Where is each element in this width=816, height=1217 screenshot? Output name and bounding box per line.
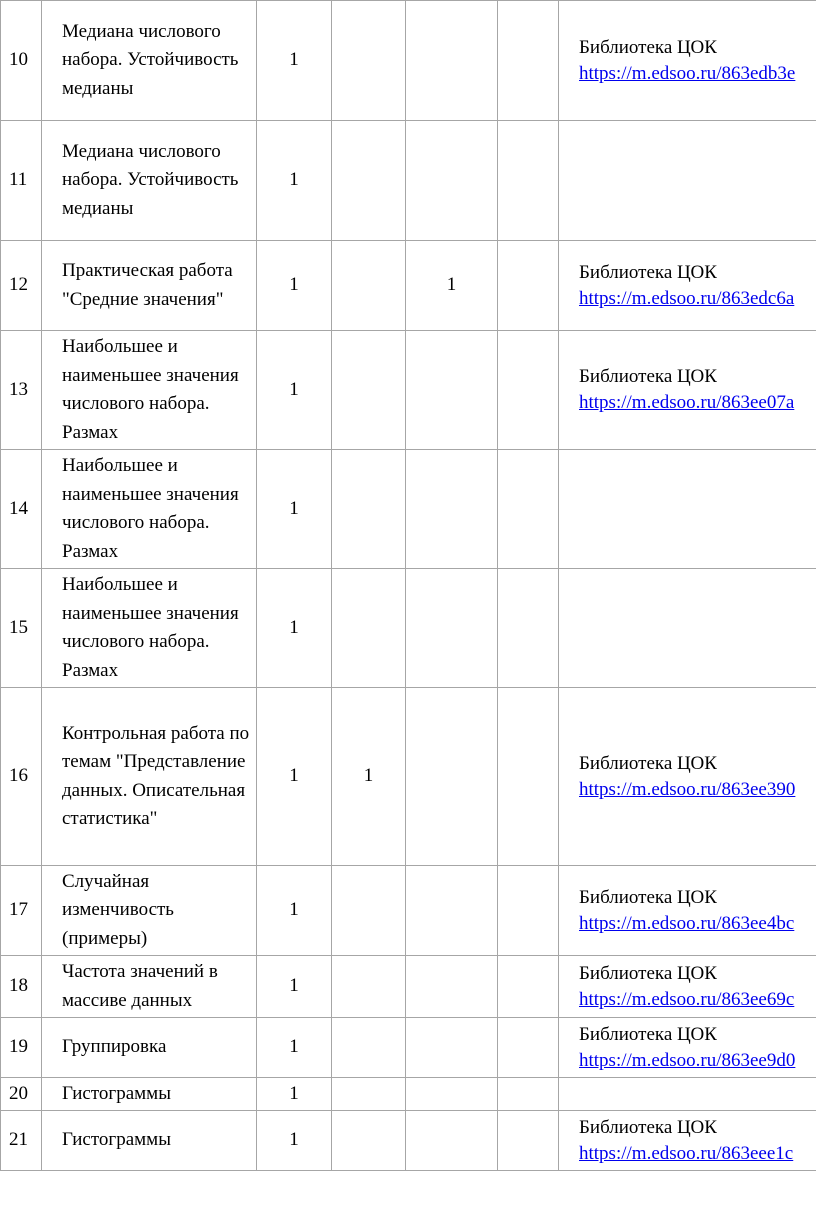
digital-resource: [559, 866, 816, 956]
total-hours: 1: [257, 331, 332, 450]
table-row: [1, 241, 816, 331]
control-works: [332, 1111, 406, 1171]
control-works: [332, 450, 406, 569]
resource-link[interactable]: https://m.edsoo.ru/863edc6a: [579, 287, 795, 309]
table-row: [1, 1078, 816, 1111]
lesson-topic: Наибольшее и наименьшее значения числового набора. Размах: [42, 450, 257, 569]
total-hours: 1: [257, 1, 332, 121]
practical-works: [406, 1, 498, 121]
study-date: [498, 1111, 559, 1171]
digital-resource: [559, 688, 816, 866]
practical-works: [406, 121, 498, 241]
table-row: [1, 569, 816, 688]
lesson-number: 21: [1, 1111, 42, 1171]
resource-title: Библиотека ЦОК: [579, 752, 717, 774]
total-hours: 1: [257, 450, 332, 569]
practical-works: 1: [406, 241, 498, 331]
total-hours: 1: [257, 121, 332, 241]
digital-resource: [559, 1018, 816, 1078]
study-date: [498, 569, 559, 688]
resource-title: Библиотека ЦОК: [579, 886, 717, 908]
lesson-topic: Контрольная работа по темам "Представление данных. Описательная статистика": [42, 688, 257, 866]
resource-title: Библиотека ЦОК: [579, 366, 717, 387]
study-date: [498, 1, 559, 121]
digital-resource: [559, 1, 816, 121]
practical-works: [406, 1078, 498, 1111]
study-date: [498, 450, 559, 569]
lesson-number: 15: [1, 569, 42, 688]
table-row: [1, 956, 816, 1018]
practical-works: [406, 1111, 498, 1171]
lesson-topic: Наибольшее и наименьшее значения числового набора. Размах: [42, 331, 257, 450]
lesson-number: 12: [1, 241, 42, 331]
resource-title: Библиотека ЦОК: [579, 261, 717, 283]
practical-works: [406, 450, 498, 569]
total-hours: 1: [257, 241, 332, 331]
study-date: [498, 241, 559, 331]
study-date: [498, 331, 559, 450]
control-works: [332, 241, 406, 331]
practical-works: [406, 331, 498, 450]
study-date: [498, 121, 559, 241]
lesson-topic: Гистограммы: [42, 1078, 257, 1111]
lesson-topic: Группировка: [42, 1018, 257, 1078]
control-works: [332, 331, 406, 450]
resource-title: Библиотека ЦОК: [579, 1023, 717, 1045]
lesson-plan-body: [1, 1, 816, 1171]
total-hours: 1: [257, 1078, 332, 1111]
study-date: [498, 956, 559, 1018]
total-hours: 1: [257, 956, 332, 1018]
lesson-number: 20: [1, 1078, 42, 1111]
control-works: [332, 956, 406, 1018]
lesson-number: 18: [1, 956, 42, 1018]
study-date: [498, 688, 559, 866]
table-row: [1, 450, 816, 569]
lesson-number: 13: [1, 331, 42, 450]
resource-title: Библиотека ЦОК: [579, 962, 717, 984]
control-works: 1: [332, 688, 406, 866]
practical-works: [406, 956, 498, 1018]
lesson-number: 16: [1, 688, 42, 866]
study-date: [498, 1078, 559, 1111]
lesson-topic: Гистограммы: [42, 1111, 257, 1171]
lesson-topic: Медиана числового набора. Устойчивость медианы: [42, 121, 257, 241]
table-row: [1, 331, 816, 450]
practical-works: [406, 569, 498, 688]
table-row: [1, 121, 816, 241]
digital-resource: [559, 121, 816, 241]
control-works: [332, 1018, 406, 1078]
study-date: [498, 1018, 559, 1078]
practical-works: [406, 866, 498, 956]
control-works: [332, 866, 406, 956]
digital-resource: [559, 1111, 816, 1171]
lesson-number: 17: [1, 866, 42, 956]
resource-link[interactable]: https://m.edsoo.ru/863ee07a: [579, 392, 795, 413]
digital-resource: [559, 241, 816, 331]
practical-works: [406, 1018, 498, 1078]
digital-resource: [559, 956, 816, 1018]
control-works: [332, 1, 406, 121]
table-row: [1, 688, 816, 866]
control-works: [332, 121, 406, 241]
resource-link[interactable]: https://m.edsoo.ru/863ee69c: [579, 988, 795, 1010]
lesson-number: 19: [1, 1018, 42, 1078]
total-hours: 1: [257, 569, 332, 688]
lesson-topic: Частота значений в массиве данных: [42, 956, 257, 1018]
digital-resource: [559, 569, 816, 688]
table-row: [1, 1, 816, 121]
table-row: [1, 1018, 816, 1078]
resource-link[interactable]: https://m.edsoo.ru/863ee9d0: [579, 1049, 796, 1071]
lesson-number: 10: [1, 1, 42, 121]
total-hours: 1: [257, 866, 332, 956]
resource-link[interactable]: https://m.edsoo.ru/863eee1c: [579, 1142, 794, 1164]
resource-title: Библиотека ЦОК: [579, 1116, 717, 1138]
lesson-topic: Медиана числового набора. Устойчивость медианы: [42, 1, 257, 121]
resource-title: Библиотека ЦОК: [579, 36, 717, 58]
total-hours: 1: [257, 1018, 332, 1078]
resource-link[interactable]: https://m.edsoo.ru/863ee390: [579, 778, 796, 800]
resource-link[interactable]: https://m.edsoo.ru/863edb3e: [579, 62, 796, 84]
lesson-number: 14: [1, 450, 42, 569]
table-row: [1, 866, 816, 956]
practical-works: [406, 688, 498, 866]
resource-link[interactable]: https://m.edsoo.ru/863ee4bc: [579, 912, 795, 934]
table-row: [1, 1111, 816, 1171]
digital-resource: [559, 1078, 816, 1111]
lesson-topic: Случайная изменчивость (примеры): [42, 866, 257, 956]
digital-resource: [559, 331, 816, 450]
total-hours: 1: [257, 688, 332, 866]
control-works: [332, 1078, 406, 1111]
lesson-topic: Наибольшее и наименьшее значения числового набора. Размах: [42, 569, 257, 688]
lesson-topic: Практическая работа "Средние значения": [42, 241, 257, 331]
total-hours: 1: [257, 1111, 332, 1171]
digital-resource: [559, 450, 816, 569]
control-works: [332, 569, 406, 688]
lesson-number: 11: [1, 121, 42, 241]
study-date: [498, 866, 559, 956]
